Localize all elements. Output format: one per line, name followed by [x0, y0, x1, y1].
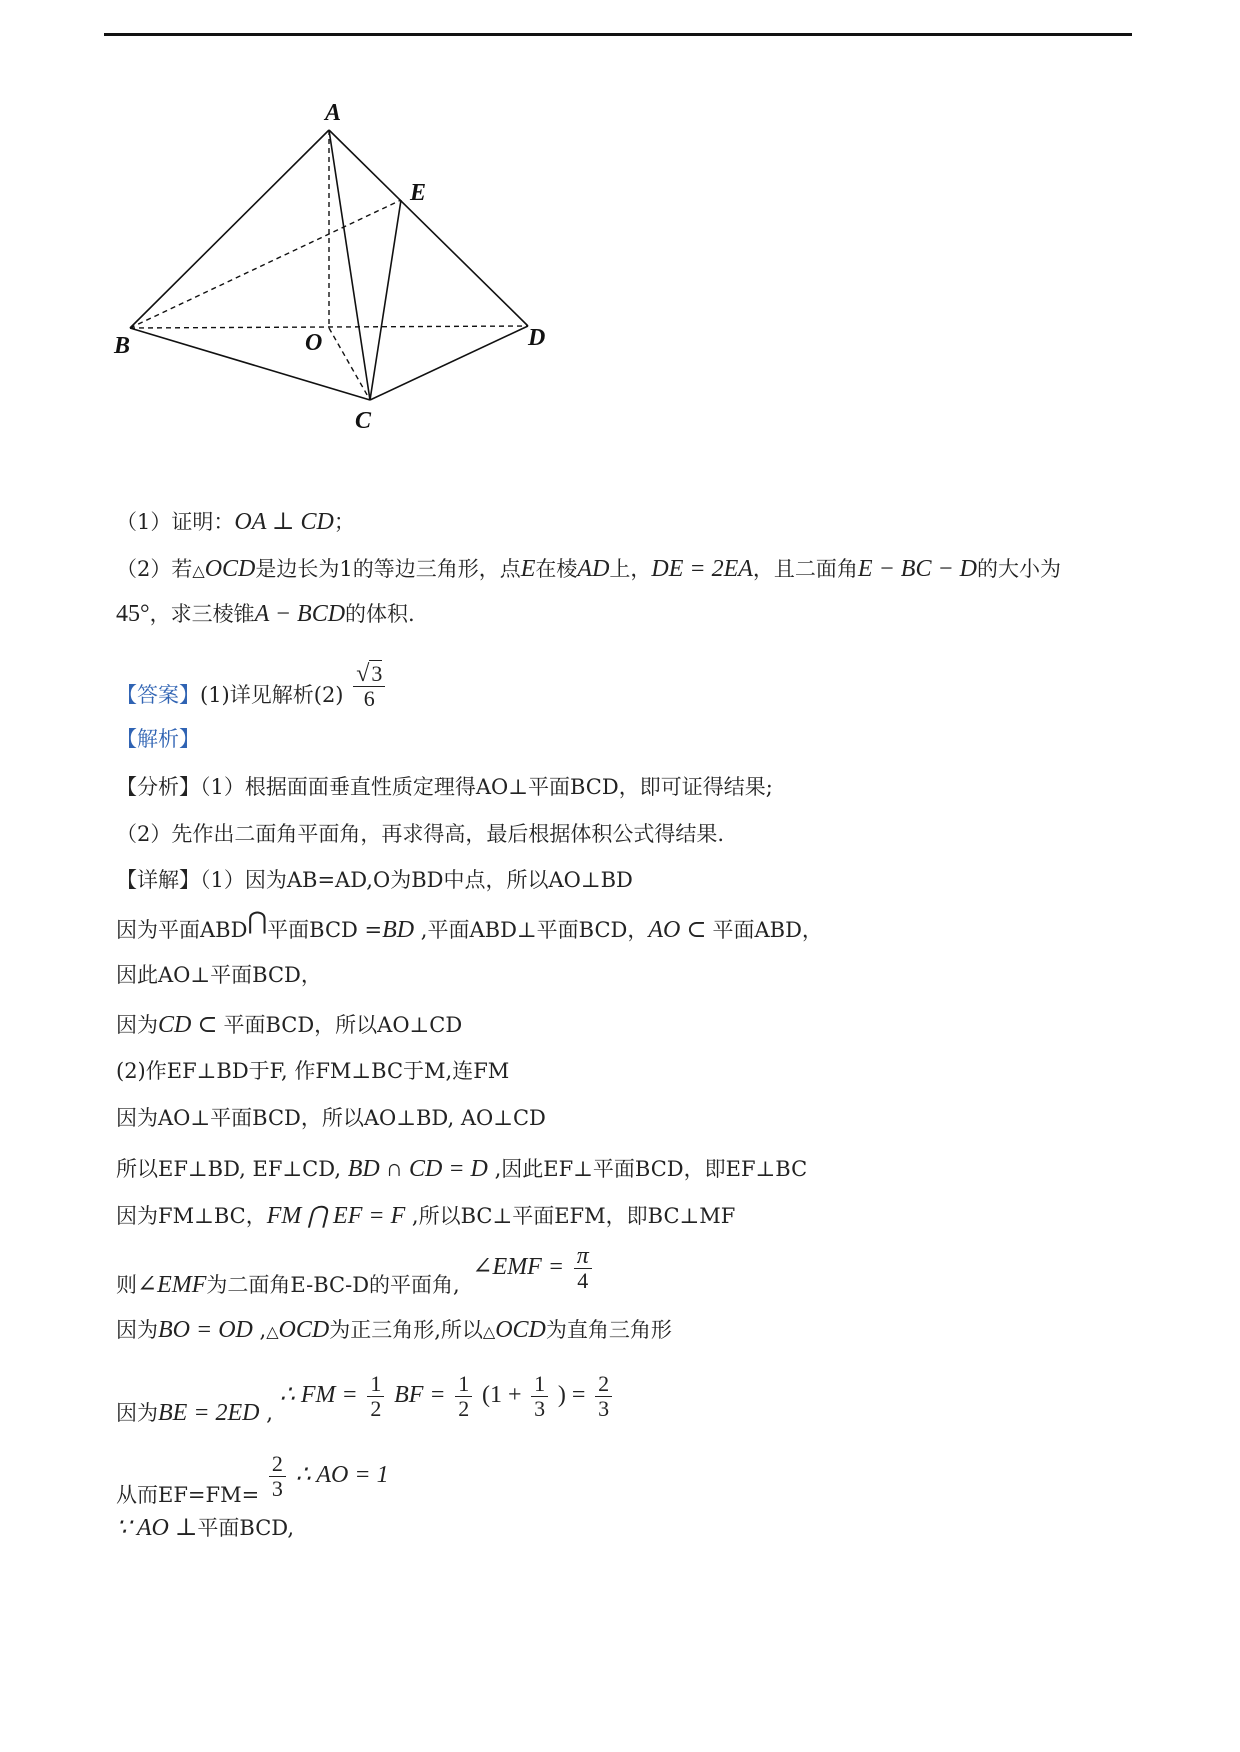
label-c: C [355, 408, 372, 434]
detail-line-12: 从而EF=FM= $\frac{2}{3}$ ∴ AO = 1 [116, 1451, 389, 1507]
detail-line-5: (2)作EF⊥BD于F, 作FM⊥BC于M,连FM [116, 1059, 510, 1083]
detail-line-6: 因为AO⊥平面BCD，所以AO⊥BD, AO⊥CD [116, 1106, 546, 1130]
question-2-line-1: （2）若△OCD是边长为1的等边三角形，点E在棱AD上，DE = 2EA，且二面角E − BC − D的大小为 [116, 556, 1061, 582]
answer-line: 【答案】(1)详见解析(2) $\frac{√3}{6}$ [116, 672, 388, 721]
question-2-line-2: 45°，求三棱锥A − BCD的体积. [116, 601, 415, 627]
detail-line-3: 因此AO⊥平面BCD， [116, 963, 322, 987]
label-a: A [325, 100, 342, 126]
question-1: （1）证明：OA ⊥ CD； [116, 509, 355, 535]
detail-line-2: 因为平面ABD⋂平面BCD =BD ,平面ABD⊥平面BCD，AO ⊂ 平面ABD， [116, 909, 823, 943]
text-content [116, 0, 1126, 1752]
label-e: E [410, 180, 427, 206]
pi-over-4-fraction: $\frac{\pi}{4}$ [574, 1244, 592, 1293]
detail-line-11: 因为BE = 2ED , ∴ FM = $\frac{1}{2}$ BF = $\frac{1}{2}$ (1 + $\frac{1}{3}$ ) = $\frac{2}{3}$ [116, 1390, 615, 1439]
analysis-line-2: （2）先作出二面角平面角，再求得高，最后根据体积公式得结果. [116, 822, 725, 846]
detail-line-1: 【详解】（1）因为AB=AD,O为BD中点，所以AO⊥BD [116, 868, 633, 892]
jiexi-tag: 【解析】 [116, 727, 200, 751]
detail-line-4: 因为CD ⊂ 平面BCD，所以AO⊥CD [116, 1012, 463, 1038]
detail-line-9: 则∠EMF为二面角E-BC-D的平面角, ∠EMF = $\frac{\pi}{4}$ [116, 1262, 595, 1311]
detail-line-7: 所以EF⊥BD, EF⊥CD, BD ∩ CD = D ,因此EF⊥平面BCD，即EF⊥BC [116, 1156, 808, 1182]
analysis-line-1: 【分析】（1）根据面面垂直性质定理得AO⊥平面BCD，即可证得结果; [116, 775, 773, 799]
label-b: B [114, 333, 131, 359]
label-o: O [305, 330, 323, 356]
answer-fraction: $\frac{√3}{6}$ [353, 662, 385, 711]
detail-line-10: 因为BO = OD ,△OCD为正三角形,所以△OCD为直角三角形 [116, 1317, 672, 1343]
detail-line-13: ∵ AO ⊥平面BCD, [116, 1515, 295, 1541]
label-d: D [528, 325, 546, 351]
detail-line-8: 因为FM⊥BC，FM ⋂ EF = F ,所以BC⊥平面EFM，即BC⊥MF [116, 1203, 736, 1229]
answer-tag: 【答案】 [116, 683, 200, 707]
